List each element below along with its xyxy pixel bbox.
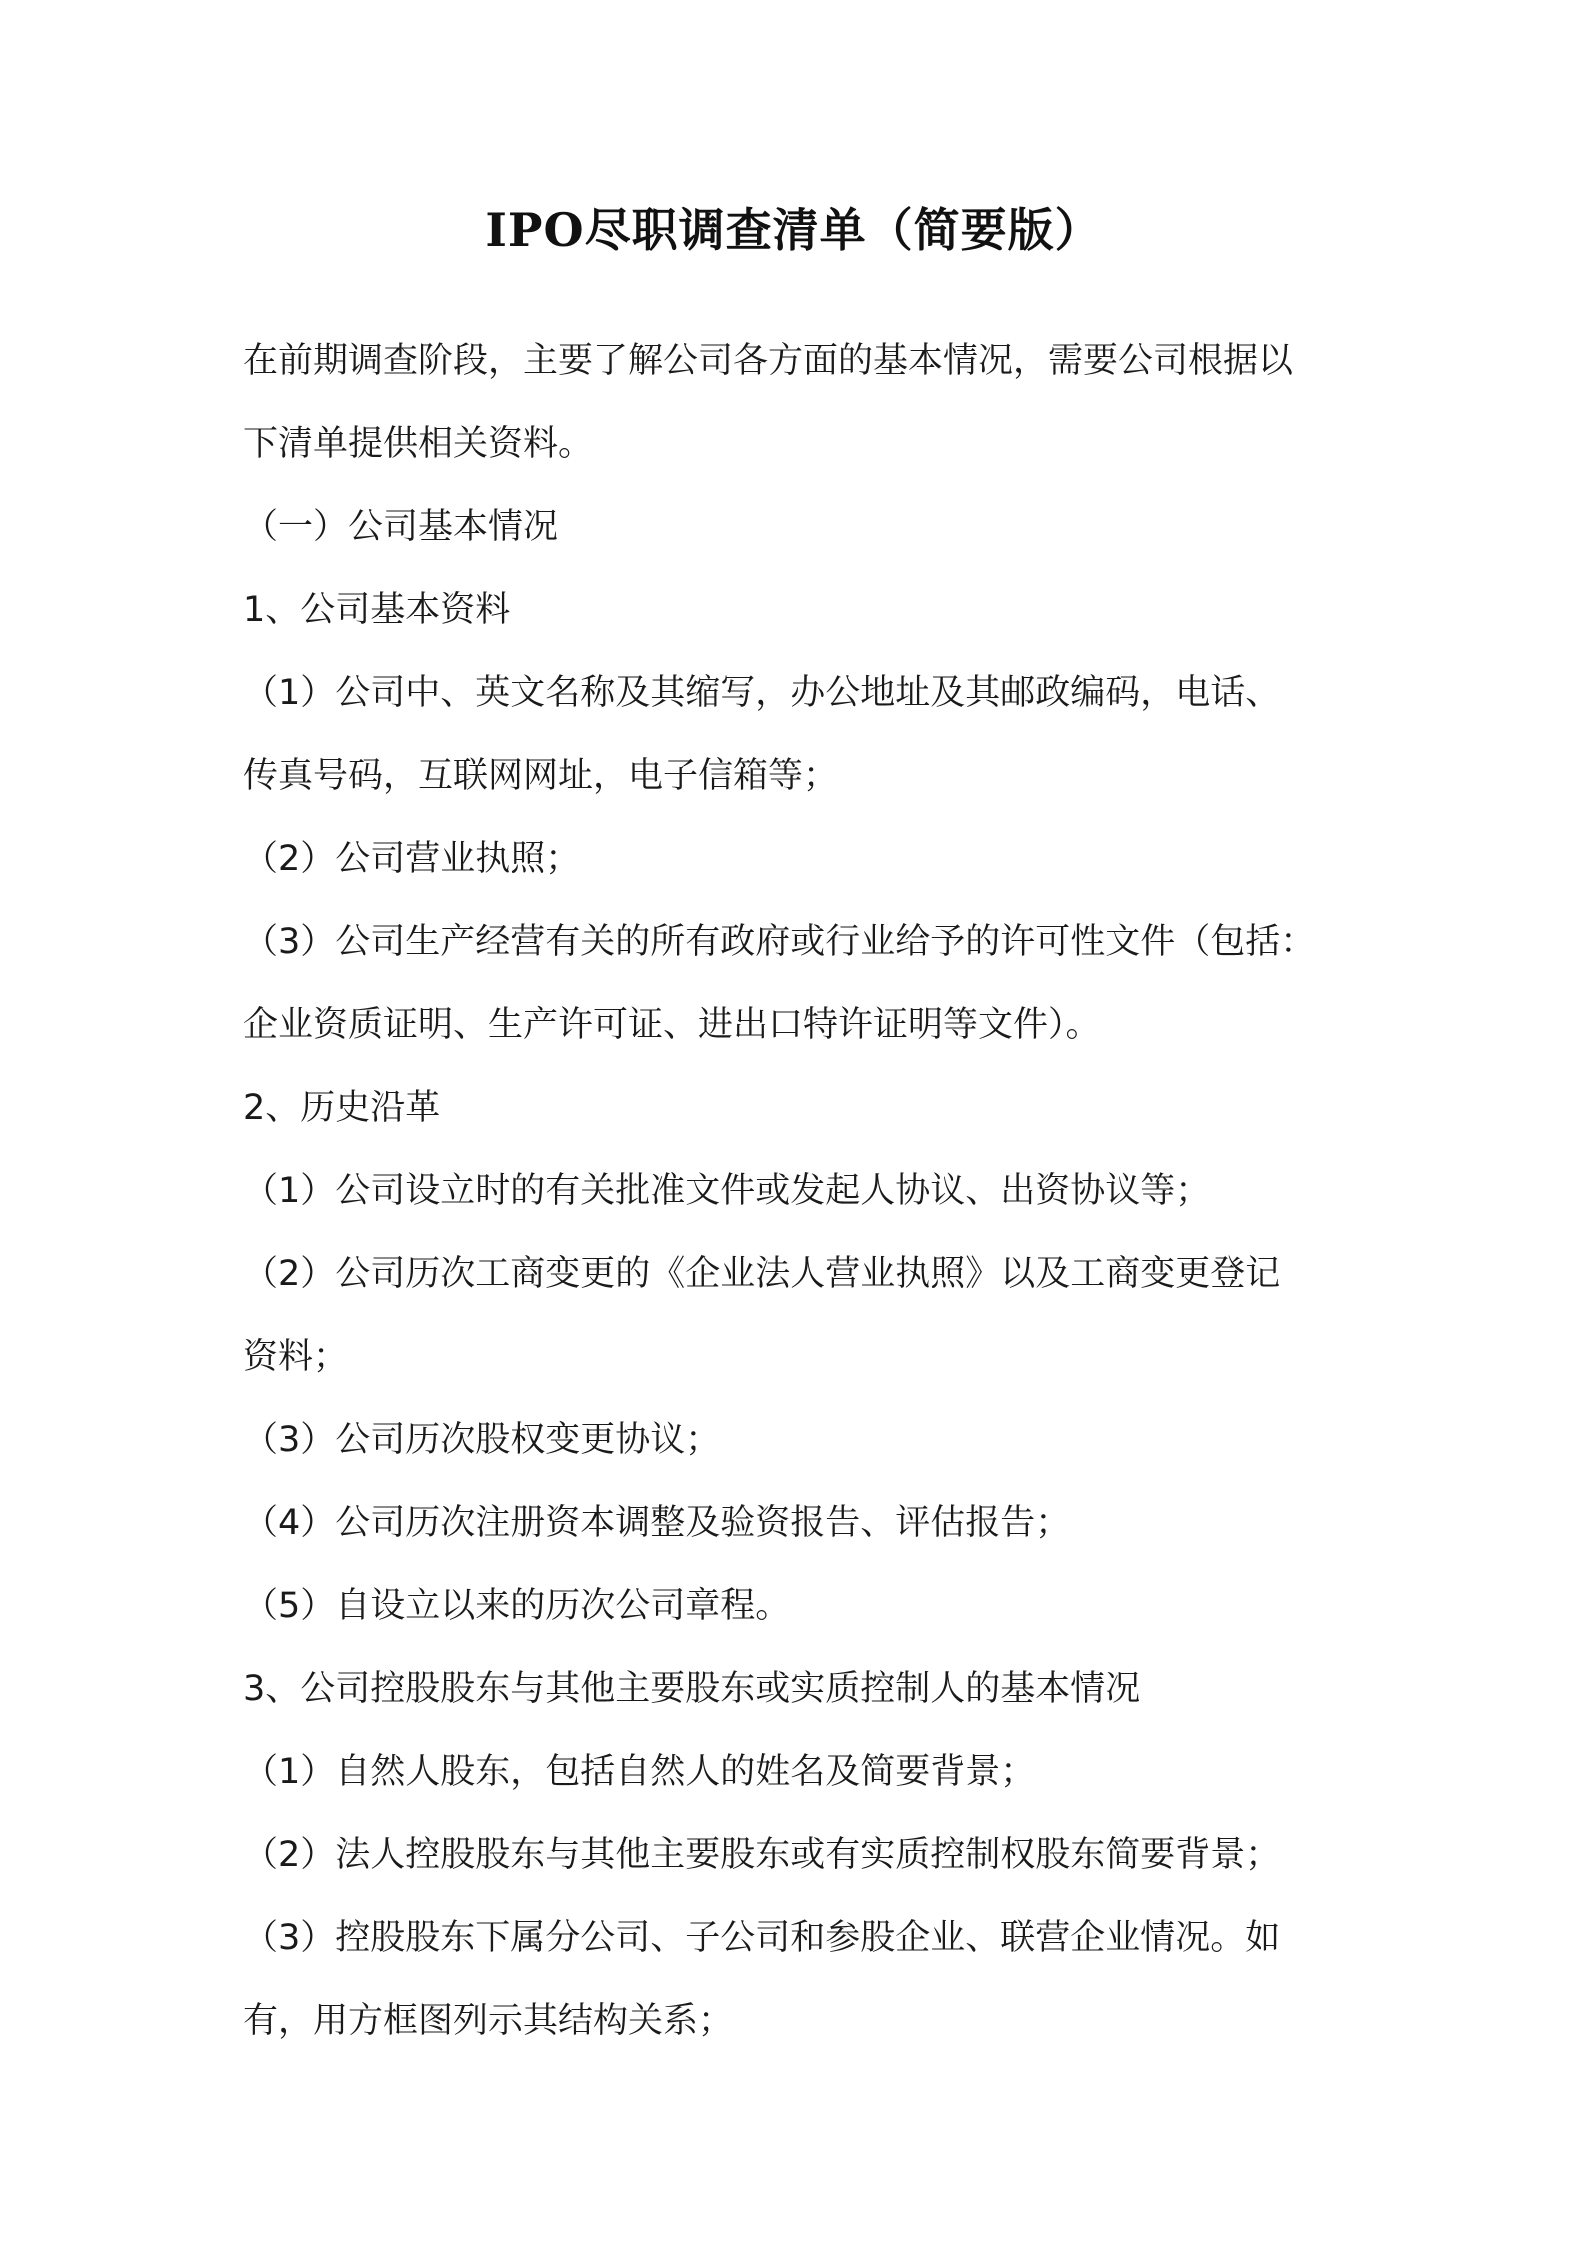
subsection-heading: 2、历史沿革 bbox=[243, 1088, 441, 1128]
list-item: （2）法人控股股东与其他主要股东或有实质控制权股东简要背景； bbox=[243, 1835, 1281, 1875]
document-title: IPO尽职调查清单（简要版） bbox=[485, 203, 1102, 257]
paragraph-line: 下清单提供相关资料。 bbox=[243, 424, 594, 464]
list-item: （3）公司生产经营有关的所有政府或行业给予的许可性文件（包括： bbox=[243, 922, 1316, 962]
list-item: （1）公司设立时的有关批准文件或发起人协议、出资协议等； bbox=[243, 1171, 1211, 1211]
subsection-heading: 3、公司控股股东与其他主要股东或实质控制人的基本情况 bbox=[243, 1669, 1141, 1709]
list-item-continuation: 传真号码，互联网网址，电子信箱等； bbox=[243, 756, 839, 796]
list-item: （3）公司历次股权变更协议； bbox=[243, 1420, 721, 1460]
paragraph-line: 在前期调查阶段，主要了解公司各方面的基本情况，需要公司根据以 bbox=[243, 341, 1294, 381]
list-item: （1）自然人股东，包括自然人的姓名及简要背景； bbox=[243, 1752, 1036, 1792]
list-item: （2）公司历次工商变更的《企业法人营业执照》以及工商变更登记 bbox=[243, 1254, 1281, 1294]
list-item: （5）自设立以来的历次公司章程。 bbox=[243, 1586, 791, 1626]
list-item-continuation: 企业资质证明、生产许可证、进出口特许证明等文件）。 bbox=[243, 1005, 1101, 1045]
list-item-continuation: 资料； bbox=[243, 1337, 349, 1377]
document-body bbox=[243, 320, 1355, 2063]
list-item: （1）公司中、英文名称及其缩写，办公地址及其邮政编码，电话、 bbox=[243, 673, 1281, 713]
list-item: （3）控股股东下属分公司、子公司和参股企业、联营企业情况。如 bbox=[243, 1918, 1281, 1958]
list-item: （4）公司历次注册资本调整及验资报告、评估报告； bbox=[243, 1503, 1071, 1543]
section-heading: （一）公司基本情况 bbox=[243, 507, 559, 547]
list-item: （2）公司营业执照； bbox=[243, 839, 581, 879]
subsection-heading: 1、公司基本资料 bbox=[243, 590, 511, 630]
list-item-continuation: 有，用方框图列示其结构关系； bbox=[243, 2001, 734, 2041]
